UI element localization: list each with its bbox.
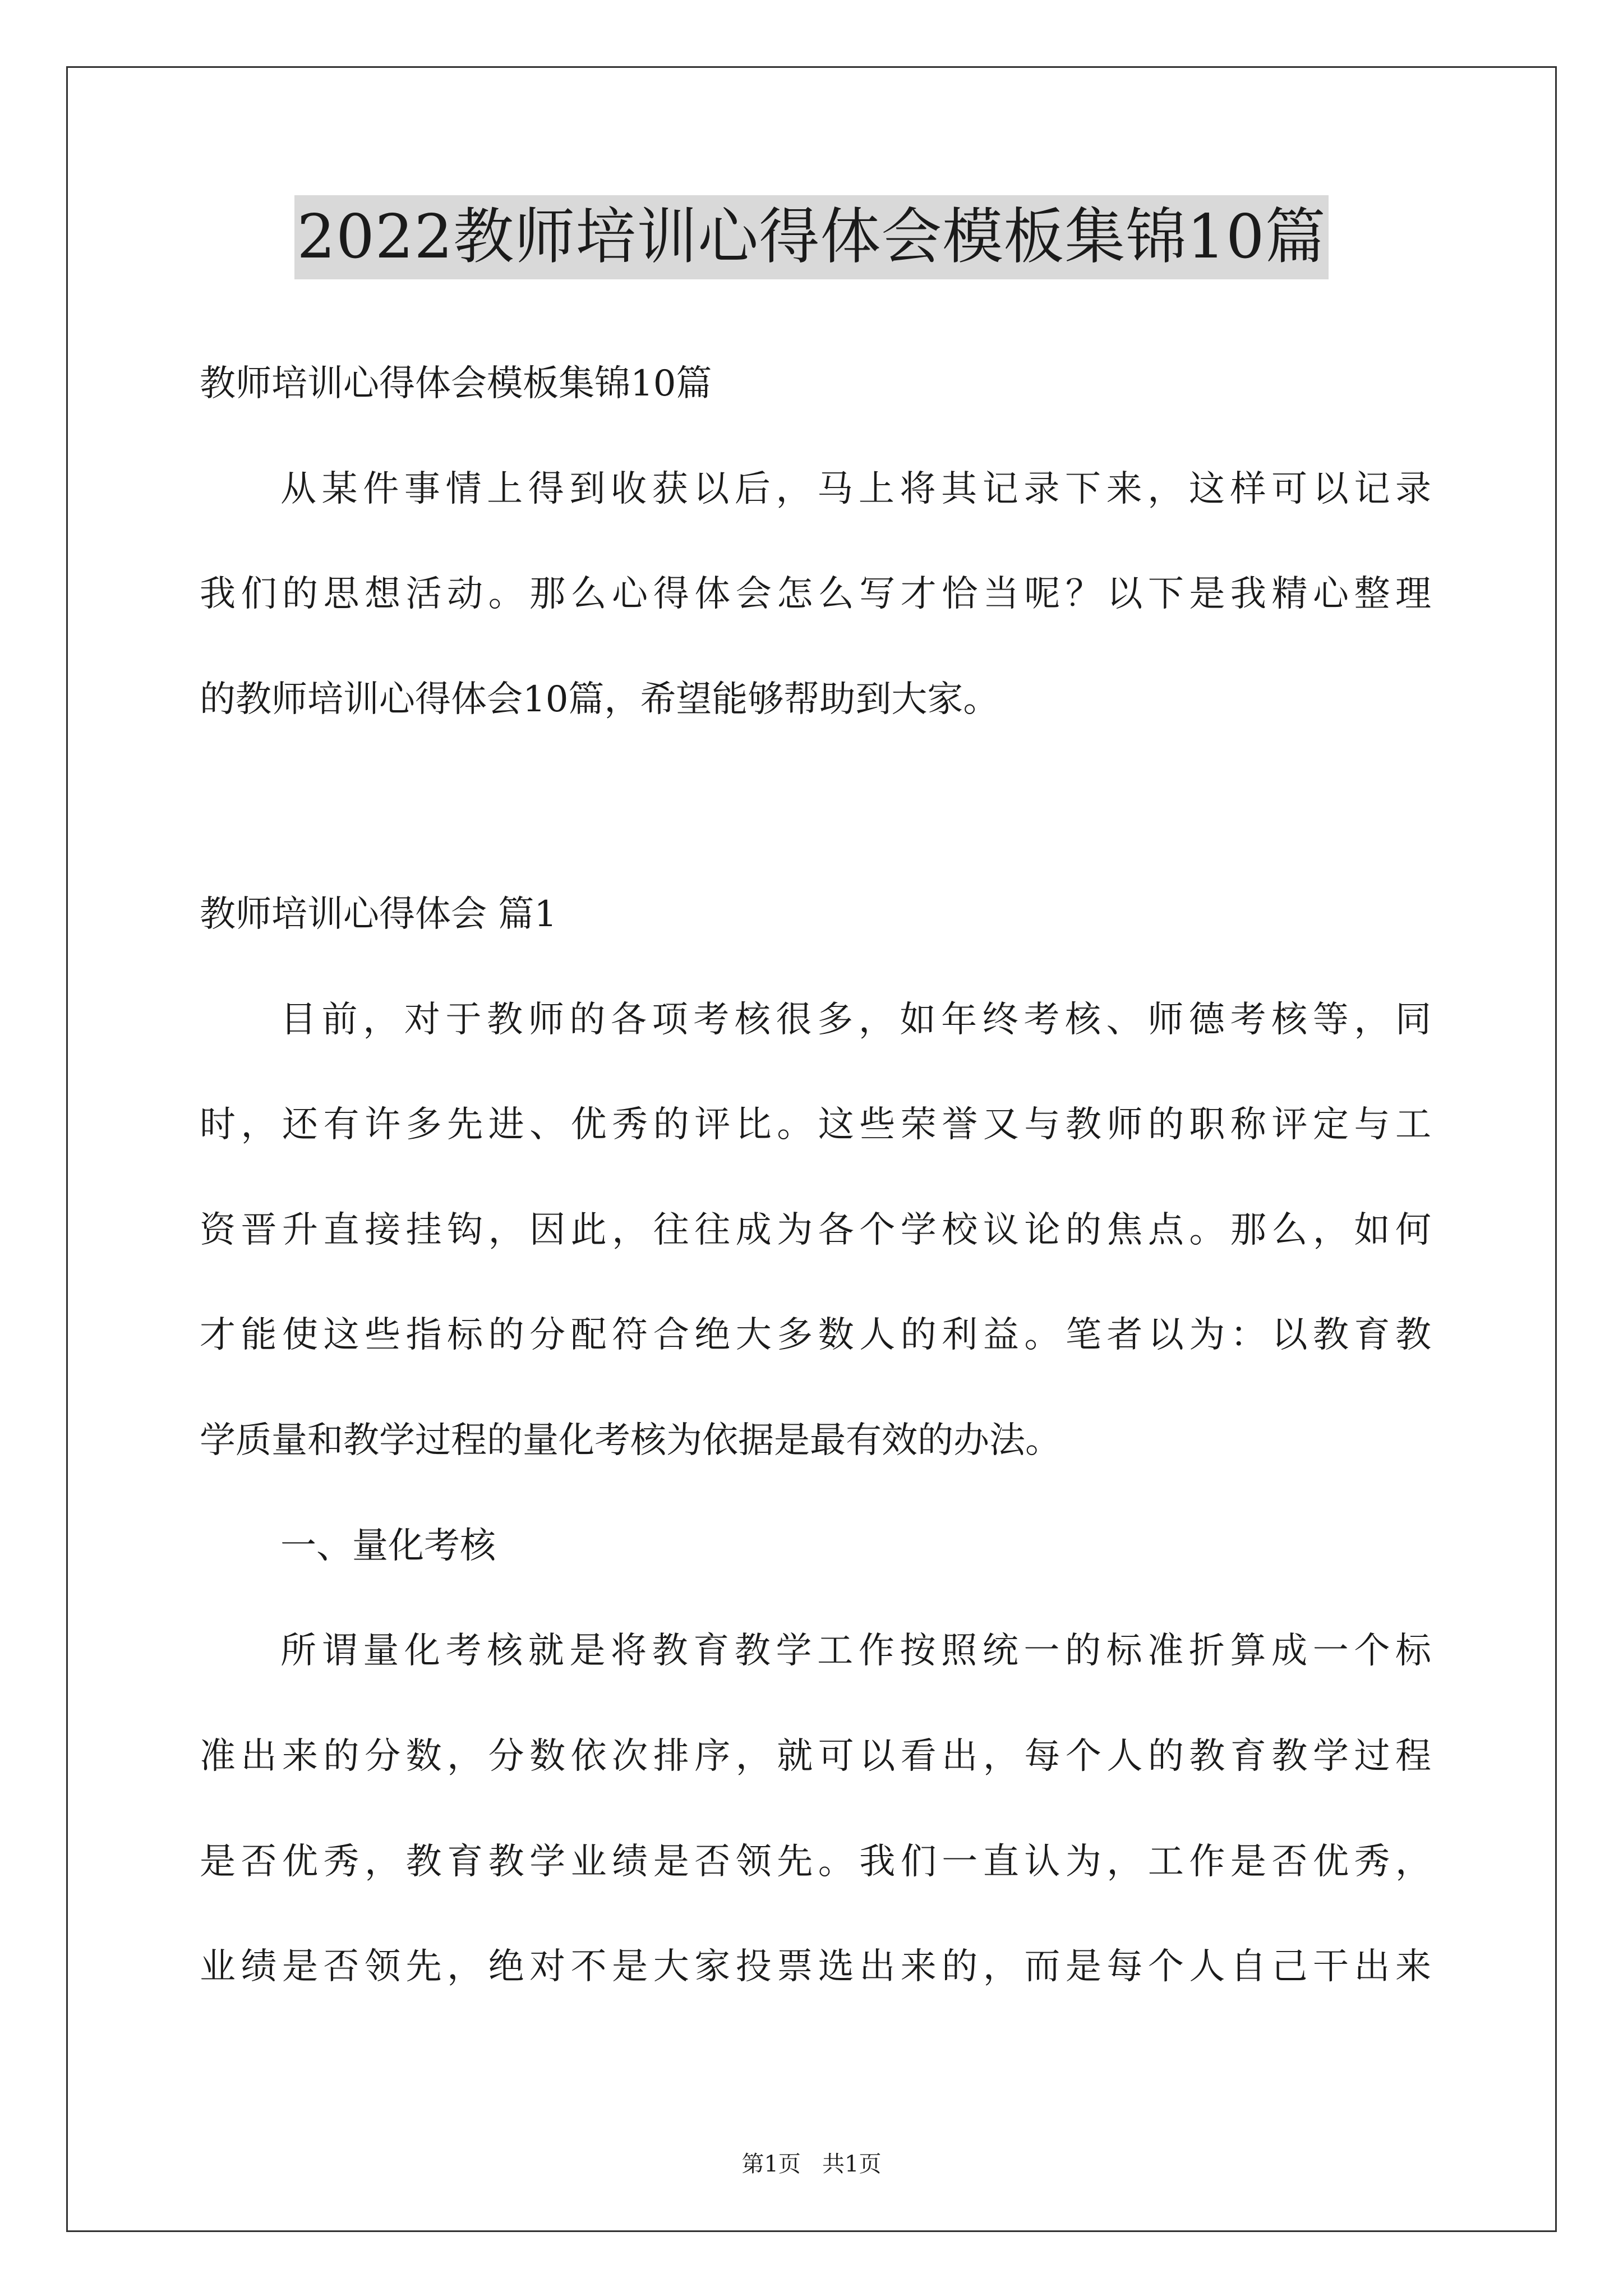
para2-line-2[interactable]: 准出来的分数，分数依次排序，就可以看出，每个人的教育教学过程 xyxy=(200,1736,1431,1777)
intro-line-1[interactable]: 从某件事情上得到收获以后，马上将其记录下来，这样可以记录 xyxy=(280,468,1431,510)
title-container xyxy=(0,195,1623,279)
para1-line-4[interactable]: 才能使这些指标的分配符合绝大多数人的利益。笔者以为：以教育教 xyxy=(200,1314,1431,1356)
subheading[interactable]: 一、量化考核 xyxy=(280,1525,496,1567)
para2-line-3[interactable]: 是否优秀，教育教学业绩是否领先。我们一直认为，工作是否优秀， xyxy=(200,1841,1431,1883)
section-heading[interactable]: 教师培训心得体会 篇1 xyxy=(200,894,557,935)
para1-line-1[interactable]: 目前，对于教师的各项考核很多，如年终考核、师德考核等，同 xyxy=(280,999,1431,1041)
document-title[interactable]: 2022教师培训心得体会模板集锦10篇 xyxy=(294,195,1328,279)
intro-line-3[interactable]: 的教师培训心得体会10篇，希望能够帮助到大家。 xyxy=(200,679,999,720)
para2-line-1[interactable]: 所谓量化考核就是将教育教学工作按照统一的标准折算成一个标 xyxy=(280,1630,1431,1672)
para1-line-5[interactable]: 学质量和教学过程的量化考核为依据是最有效的办法。 xyxy=(200,1420,1061,1461)
intro-line-2[interactable]: 我们的思想活动。那么心得体会怎么写才恰当呢？以下是我精心整理 xyxy=(200,573,1431,615)
para2-line-4[interactable]: 业绩是否领先，绝对不是大家投票选出来的，而是每个人自己干出来 xyxy=(200,1946,1431,1987)
page-footer: 第1页 共1页 xyxy=(741,2151,882,2177)
document-subtitle[interactable]: 教师培训心得体会模板集锦10篇 xyxy=(200,363,712,404)
para1-line-3[interactable]: 资晋升直接挂钩，因此，往往成为各个学校议论的焦点。那么，如何 xyxy=(200,1209,1431,1251)
para1-line-2[interactable]: 时，还有许多先进、优秀的评比。这些荣誉又与教师的职称评定与工 xyxy=(200,1104,1431,1145)
